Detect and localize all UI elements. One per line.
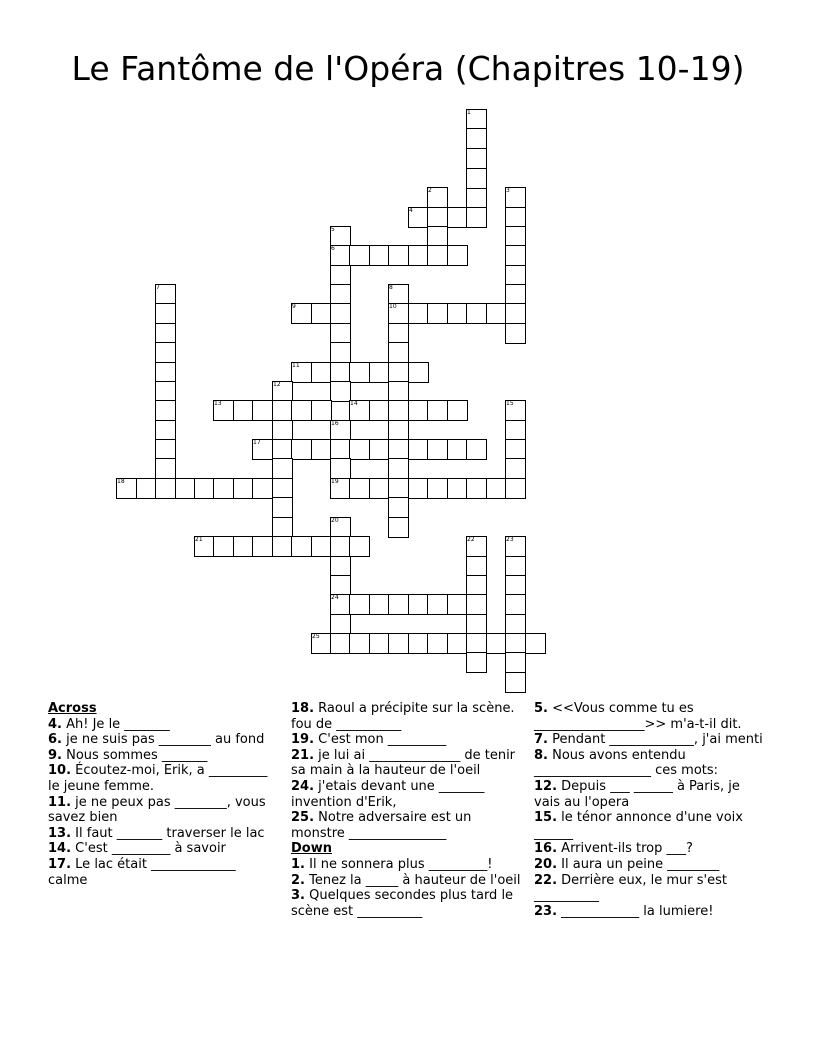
grid-cell[interactable] (447, 207, 468, 228)
clue-text: Notre adversaire est un monstre _______________ (291, 810, 472, 841)
cell-number: 8 (389, 284, 393, 291)
grid-cell[interactable] (427, 245, 448, 266)
grid-cell[interactable] (311, 362, 332, 383)
clue-item (291, 732, 527, 748)
grid-cell[interactable] (155, 323, 176, 344)
clue-number: 1. (291, 856, 305, 872)
clue-number: 7. (534, 732, 548, 748)
grid-cell[interactable] (525, 633, 546, 654)
grid-cell[interactable] (272, 458, 293, 479)
grid-cell[interactable] (349, 362, 370, 383)
clue-text: Il aura un peine ________ (561, 856, 720, 872)
cell-number: 19 (331, 478, 339, 485)
grid-cell[interactable] (427, 207, 448, 228)
clue-number: 20. (534, 856, 558, 872)
grid-cell[interactable] (155, 420, 176, 441)
clue-column-2 (291, 701, 527, 919)
cell-number: 1 (467, 109, 471, 116)
grid-cell[interactable] (427, 303, 448, 324)
clue-number: 11. (48, 794, 72, 810)
cell-number: 11 (292, 362, 300, 369)
grid-cell[interactable] (388, 458, 409, 479)
grid-cell[interactable] (427, 400, 448, 421)
grid-cell[interactable] (466, 478, 487, 499)
grid-cell[interactable] (272, 497, 293, 518)
grid-cell[interactable] (311, 439, 332, 460)
grid-cell[interactable] (388, 439, 409, 460)
grid-cell[interactable] (505, 478, 526, 499)
grid-cell[interactable] (447, 245, 468, 266)
grid-cell[interactable] (408, 400, 429, 421)
grid-cell[interactable] (291, 439, 312, 460)
clue-item (534, 810, 764, 841)
clue-text: je ne suis pas ________ au fond (66, 732, 265, 748)
grid-cell[interactable] (505, 303, 526, 324)
clue-text: ____________ la lumiere! (561, 903, 714, 919)
clue-text: Depuis ___ ______ à Paris, je vais au l'opera (534, 778, 740, 810)
grid-cell[interactable] (388, 245, 409, 266)
clue-number: 19. (291, 732, 315, 748)
clue-item (534, 732, 764, 748)
grid-cell[interactable] (233, 536, 254, 557)
grid-cell[interactable] (505, 672, 526, 693)
grid-cell[interactable] (272, 536, 293, 557)
grid-cell[interactable] (505, 420, 526, 441)
grid-cell[interactable] (388, 633, 409, 654)
grid-cell[interactable] (466, 594, 487, 615)
grid-cell[interactable] (466, 128, 487, 149)
grid-cell[interactable] (505, 556, 526, 577)
grid-cell[interactable] (408, 303, 429, 324)
grid-cell[interactable] (330, 284, 351, 305)
grid-cell[interactable] (408, 478, 429, 499)
cell-number: 6 (331, 245, 335, 252)
grid-cell[interactable] (447, 303, 468, 324)
grid-cell[interactable] (408, 633, 429, 654)
cell-number: 7 (156, 284, 160, 291)
grid-cell[interactable] (349, 245, 370, 266)
grid-cell[interactable] (408, 594, 429, 615)
grid-cell[interactable] (330, 439, 351, 460)
clue-number: 3. (291, 888, 305, 904)
clue-item (534, 701, 764, 732)
clue-text: Nous sommes _______ (66, 747, 208, 763)
clue-text: C'est _________ à savoir (75, 841, 226, 857)
grid-cell[interactable] (272, 400, 293, 421)
clue-number: 13. (48, 825, 72, 841)
grid-cell[interactable] (369, 439, 390, 460)
grid-cell[interactable] (291, 536, 312, 557)
grid-cell[interactable] (486, 633, 507, 654)
cell-number: 23 (506, 536, 514, 543)
grid-cell[interactable] (505, 323, 526, 344)
grid-cell[interactable] (447, 439, 468, 460)
grid-cell[interactable] (505, 284, 526, 305)
grid-cell[interactable] (388, 381, 409, 402)
clue-text: Ah! Je le _______ (66, 716, 170, 732)
clue-text: Tenez la _____ à hauteur de l'oeil (309, 872, 521, 888)
clue-number: 21. (291, 747, 315, 763)
grid-cell[interactable] (408, 439, 429, 460)
grid-cell[interactable] (155, 362, 176, 383)
grid-cell[interactable] (505, 226, 526, 247)
grid-cell[interactable] (330, 362, 351, 383)
cell-number: 17 (253, 439, 261, 446)
grid-cell[interactable] (330, 556, 351, 577)
grid-cell[interactable] (466, 439, 487, 460)
grid-cell[interactable] (330, 265, 351, 286)
clue-item (534, 857, 764, 873)
across-clue-list (48, 717, 270, 889)
cell-number: 22 (467, 536, 475, 543)
clue-item (534, 748, 764, 779)
cell-number: 20 (331, 517, 339, 524)
grid-cell[interactable] (330, 633, 351, 654)
grid-cell[interactable] (369, 478, 390, 499)
clue-text: j'etais devant une _______ invention d'Erik, (291, 778, 485, 810)
clue-item (291, 857, 527, 873)
grid-cell[interactable] (136, 478, 157, 499)
grid-cell[interactable] (369, 362, 390, 383)
grid-cell[interactable] (272, 439, 293, 460)
clue-number: 5. (534, 701, 548, 716)
grid-cell[interactable] (155, 381, 176, 402)
grid-cell[interactable] (466, 207, 487, 228)
down-header: Down (291, 841, 332, 857)
grid-cell[interactable] (427, 439, 448, 460)
cell-number: 15 (506, 400, 514, 407)
clue-number: 12. (534, 778, 558, 794)
grid-cell[interactable] (252, 400, 273, 421)
across-header: Across (48, 701, 97, 716)
clue-text: Le lac était _____________ calme (48, 856, 236, 888)
cell-number: 25 (312, 633, 320, 640)
puzzle-title: Le Fantôme de l'Opéra (Chapitres 10-19) (71, 49, 745, 88)
grid-cell[interactable] (272, 420, 293, 441)
clue-item (534, 904, 764, 920)
grid-cell[interactable] (330, 575, 351, 596)
clue-item (48, 826, 270, 842)
cell-number: 12 (273, 381, 281, 388)
cell-number: 21 (195, 536, 203, 543)
grid-cell[interactable] (252, 536, 273, 557)
clue-text: C'est mon _________ (318, 732, 447, 748)
clue-number: 15. (534, 810, 558, 826)
grid-cell[interactable] (369, 400, 390, 421)
grid-cell[interactable] (349, 536, 370, 557)
clue-item (534, 841, 764, 857)
clue-text: <<Vous comme tu es _________________>> m'a-t-il dit. (534, 701, 742, 732)
grid-cell[interactable] (330, 303, 351, 324)
cell-number: 4 (409, 207, 413, 214)
cell-number: 2 (428, 187, 432, 194)
grid-cell[interactable] (155, 303, 176, 324)
grid-cell[interactable] (155, 458, 176, 479)
grid-cell[interactable] (194, 478, 215, 499)
grid-cell[interactable] (388, 517, 409, 538)
clue-text: Quelques secondes plus tard le scène est __________ (291, 888, 514, 919)
grid-cell[interactable] (388, 420, 409, 441)
across-clue-list-continued (291, 701, 527, 841)
grid-cell[interactable] (330, 381, 351, 402)
grid-cell[interactable] (213, 536, 234, 557)
grid-cell[interactable] (466, 652, 487, 673)
grid-cell[interactable] (233, 478, 254, 499)
grid-cell[interactable] (505, 633, 526, 654)
grid-cell[interactable] (505, 614, 526, 635)
grid-cell[interactable] (272, 478, 293, 499)
clue-number: 16. (534, 841, 558, 857)
clue-item (291, 701, 527, 732)
clue-text: Écoutez-moi, Erik, a _________ le jeune femme. (48, 763, 268, 794)
grid-cell[interactable] (349, 478, 370, 499)
clue-number: 24. (291, 778, 315, 794)
grid-cell[interactable] (175, 478, 196, 499)
grid-cell[interactable] (330, 342, 351, 363)
grid-cell[interactable] (466, 556, 487, 577)
grid-cell[interactable] (388, 400, 409, 421)
grid-cell[interactable] (388, 478, 409, 499)
grid-cell[interactable] (466, 168, 487, 189)
grid-cell[interactable] (349, 439, 370, 460)
cell-number: 10 (389, 303, 397, 310)
clue-number: 4. (48, 716, 62, 732)
clue-item (291, 748, 527, 779)
grid-cell[interactable] (427, 633, 448, 654)
grid-cell[interactable] (155, 439, 176, 460)
clue-number: 18. (291, 701, 315, 716)
grid-cell[interactable] (388, 594, 409, 615)
clue-item (48, 795, 270, 826)
grid-cell[interactable] (427, 478, 448, 499)
clue-text: je lui ai ______________ de tenir sa main à la hauteur de l'oeil (291, 747, 516, 779)
grid-cell[interactable] (505, 439, 526, 460)
clue-column-1 (48, 701, 270, 888)
grid-cell[interactable] (155, 342, 176, 363)
cell-number: 5 (331, 226, 335, 233)
clue-item (48, 857, 270, 888)
grid-cell[interactable] (505, 458, 526, 479)
clue-item (534, 873, 764, 904)
clue-text: Il ne sonnera plus _________! (309, 856, 493, 872)
clue-item (48, 732, 270, 748)
grid-cell[interactable] (233, 400, 254, 421)
grid-cell[interactable] (311, 400, 332, 421)
grid-cell[interactable] (466, 303, 487, 324)
grid-cell[interactable] (408, 362, 429, 383)
clue-number: 14. (48, 841, 72, 857)
clue-column-3 (534, 701, 764, 919)
grid-cell[interactable] (330, 458, 351, 479)
grid-cell[interactable] (330, 614, 351, 635)
clue-text: Nous avons entendu __________________ ces mots: (534, 747, 719, 779)
grid-cell[interactable] (388, 342, 409, 363)
clue-text: Derrière eux, le mur s'est __________ (534, 872, 727, 904)
grid-cell[interactable] (291, 400, 312, 421)
grid-cell[interactable] (486, 478, 507, 499)
grid-cell[interactable] (447, 400, 468, 421)
clue-text: le ténor annonce d'une voix ______ (534, 810, 743, 841)
clue-text: Raoul a précipite sur la scène. fou de __________ (291, 701, 515, 732)
clue-item (48, 841, 270, 857)
grid-cell[interactable] (505, 245, 526, 266)
grid-cell[interactable] (466, 575, 487, 596)
grid-cell[interactable] (330, 536, 351, 557)
grid-cell[interactable] (349, 633, 370, 654)
clue-item (534, 779, 764, 810)
grid-cell[interactable] (466, 614, 487, 635)
clue-number: 10. (48, 763, 72, 779)
grid-cell[interactable] (213, 478, 234, 499)
clue-text: Arrivent-ils trop ___? (561, 841, 693, 857)
grid-cell[interactable] (330, 323, 351, 344)
grid-cell[interactable] (311, 536, 332, 557)
grid-cell[interactable] (447, 633, 468, 654)
cell-number: 24 (331, 594, 339, 601)
clue-item (48, 717, 270, 733)
clue-number: 2. (291, 872, 305, 888)
grid-cell[interactable] (505, 652, 526, 673)
cell-number: 3 (506, 187, 510, 194)
clue-item (291, 810, 527, 841)
clue-item (291, 873, 527, 889)
grid-cell[interactable] (369, 245, 390, 266)
clue-item (291, 888, 527, 919)
grid-cell[interactable] (252, 478, 273, 499)
clue-text: Pendant _____________, j'ai menti (552, 732, 763, 748)
grid-cell[interactable] (155, 400, 176, 421)
grid-cell[interactable] (466, 188, 487, 209)
grid-cell[interactable] (427, 594, 448, 615)
grid-cell[interactable] (311, 303, 332, 324)
grid-cell[interactable] (388, 323, 409, 344)
cell-number: 14 (350, 400, 358, 407)
cell-number: 16 (331, 420, 339, 427)
grid-cell[interactable] (466, 633, 487, 654)
grid-cell[interactable] (408, 245, 429, 266)
cell-number: 18 (117, 478, 125, 485)
grid-cell[interactable] (505, 265, 526, 286)
down-clue-list (291, 857, 527, 919)
grid-cell[interactable] (486, 303, 507, 324)
clue-text: Il faut _______ traverser le lac (75, 825, 265, 841)
cell-number: 13 (214, 400, 222, 407)
grid-cell[interactable] (466, 148, 487, 169)
clue-number: 25. (291, 810, 315, 826)
clue-text: je ne peux pas ________, vous savez bien (48, 794, 266, 826)
grid-cell[interactable] (427, 226, 448, 247)
down-clue-list-continued (534, 701, 764, 919)
grid-cell[interactable] (388, 497, 409, 518)
clue-number: 9. (48, 747, 62, 763)
clue-number: 8. (534, 747, 548, 763)
clue-item (48, 763, 270, 794)
clue-item (48, 748, 270, 764)
clue-item (291, 779, 527, 810)
cell-number: 9 (292, 303, 296, 310)
grid-cell[interactable] (349, 594, 370, 615)
grid-cell[interactable] (369, 633, 390, 654)
grid-cell[interactable] (505, 594, 526, 615)
clue-number: 6. (48, 732, 62, 748)
grid-cell[interactable] (155, 478, 176, 499)
grid-cell[interactable] (505, 575, 526, 596)
grid-cell[interactable] (447, 478, 468, 499)
grid-cell[interactable] (369, 594, 390, 615)
clue-number: 23. (534, 903, 558, 919)
clue-number: 22. (534, 872, 558, 888)
grid-cell[interactable] (272, 517, 293, 538)
grid-cell[interactable] (388, 362, 409, 383)
grid-cell[interactable] (505, 207, 526, 228)
clue-number: 17. (48, 856, 72, 872)
grid-cell[interactable] (447, 594, 468, 615)
